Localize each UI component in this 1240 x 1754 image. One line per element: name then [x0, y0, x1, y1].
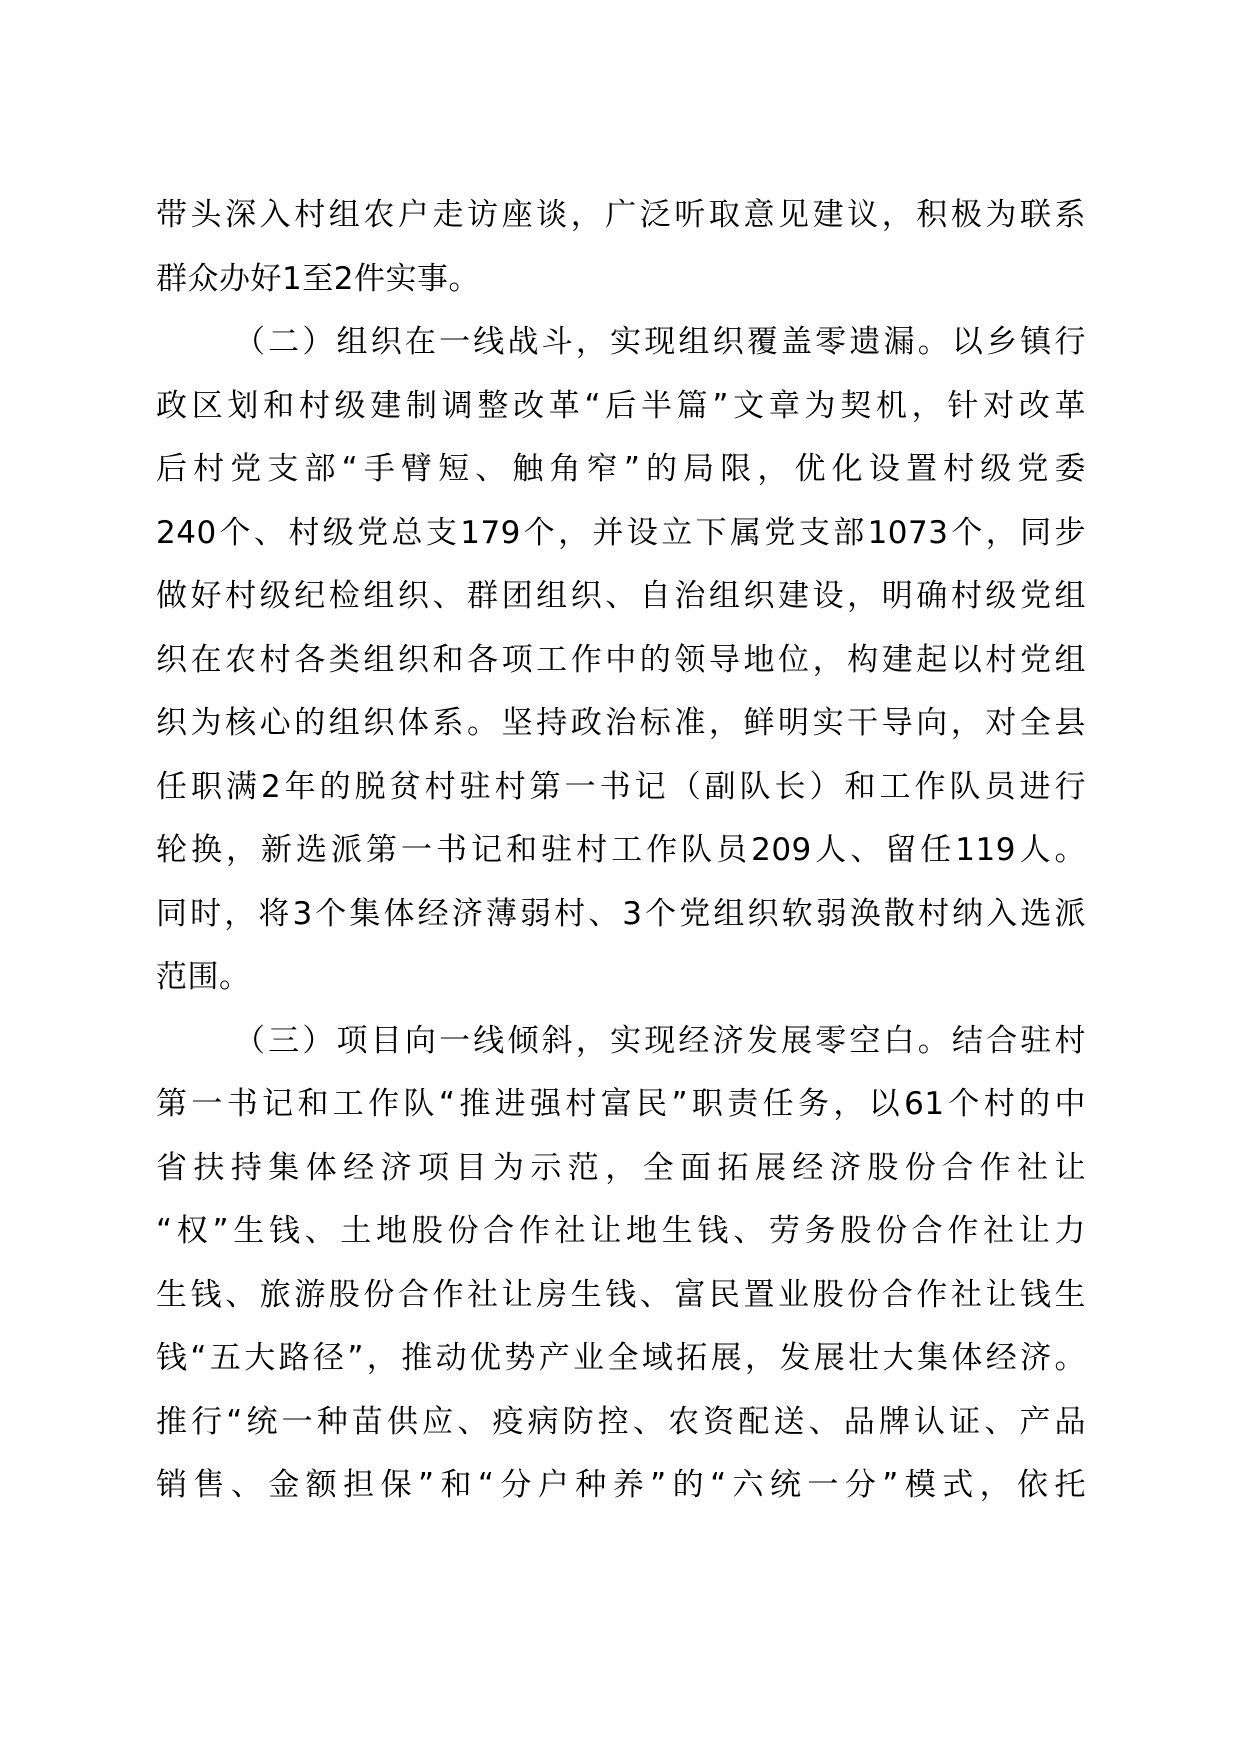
text-line: 任职满2年的脱贫村驻村第一书记（副队长）和工作队员进行 [156, 768, 1086, 805]
text-line: 生钱、旅游股份合作社让房生钱、富民置业股份合作社让钱生 [156, 1276, 1086, 1313]
text-line: 织在农村各类组织和各项工作中的领导地位，构建起以村党组 [156, 641, 1086, 678]
text-line: 240个、村级党总支179个，并设立下属党支部1073个，同步 [156, 514, 1086, 551]
text-line: 范围。 [156, 959, 251, 995]
text-line: 轮换，新选派第一书记和驻村工作队员209人、留任119人。 [156, 832, 1086, 868]
text-line: 推行“统一种苗供应、疫病防控、农资配送、品牌认证、产品 [156, 1403, 1086, 1440]
text-line: 同时，将3个集体经济薄弱村、3个党组织软弱涣散村纳入选派 [156, 895, 1086, 932]
body-text [156, 184, 1086, 1518]
text-line: 做好村级纪检组织、群团组织、自治组织建设，明确村级党组 [156, 578, 1086, 614]
text-line: 钱“五大路径”，推动优势产业全域拓展，发展壮大集体经济。 [156, 1340, 1086, 1376]
text-line: 第一书记和工作队“推进强村富民”职责任务，以61个村的中 [156, 1086, 1086, 1122]
text-line: 政区划和村级建制调整改革“后半篇”文章为契机，针对改革 [156, 387, 1086, 424]
text-line: 织为核心的组织体系。坚持政治标准，鲜明实干导向，对全县 [156, 705, 1086, 741]
text-line: 带头深入村组农户走访座谈，广泛听取意见建议，积极为联系 [156, 197, 1086, 233]
text-line: 省扶持集体经济项目为示范，全面拓展经济股份合作社让 [156, 1149, 1086, 1186]
text-line: “权”生钱、土地股份合作社让地生钱、劳务股份合作社让力 [156, 1213, 1086, 1249]
text-line: 销售、金额担保”和“分户种养”的“六统一分”模式，依托 [156, 1467, 1086, 1503]
text-line: 后村党支部“手臂短、触角窄”的局限，优化设置村级党委 [156, 451, 1086, 487]
section-heading-line: （三）项目向一线倾斜，实现经济发展零空白。结合驻村 [234, 1022, 1086, 1059]
text-line: 群众办好1至2件实事。 [156, 260, 480, 297]
section-heading-line: （二）组织在一线战斗，实现组织覆盖零遗漏。以乡镇行 [234, 324, 1086, 360]
